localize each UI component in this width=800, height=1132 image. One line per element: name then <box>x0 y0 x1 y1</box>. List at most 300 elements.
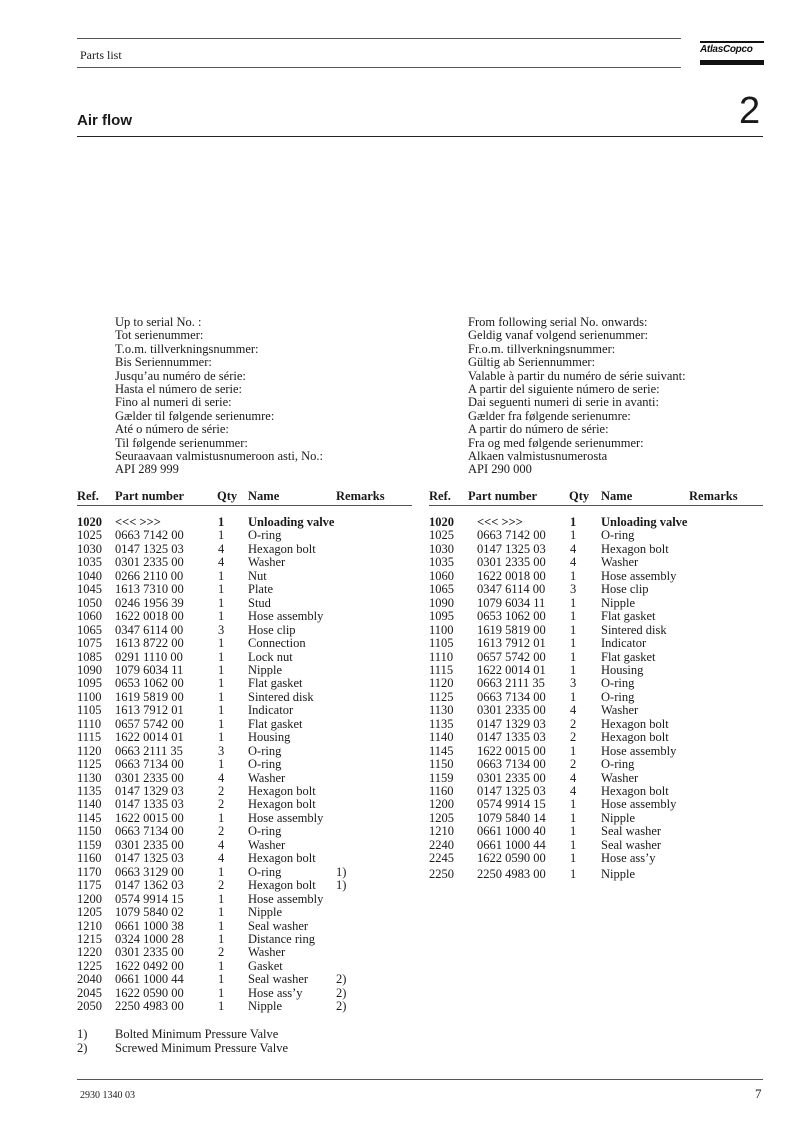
cell-qty: 2 <box>218 797 225 812</box>
footnote-mark: 1) <box>77 1027 88 1041</box>
cell-part-number: 0663 3129 00 <box>115 864 184 879</box>
table-row <box>429 868 763 881</box>
table-row <box>77 893 412 906</box>
cell-name: Hexagon bolt <box>601 784 669 798</box>
table-row <box>429 583 763 596</box>
cell-name: Hose ass’y <box>248 985 303 1000</box>
table-row <box>429 785 763 798</box>
cell-part-number: 0653 1062 00 <box>115 676 184 691</box>
cell-part-number: 0147 1329 03 <box>477 716 546 731</box>
cell-ref: 1205 <box>429 810 454 825</box>
table-row <box>429 718 763 731</box>
table-row <box>77 906 412 919</box>
cell-ref: 1050 <box>77 595 102 610</box>
footnote-text: Bolted Minimum Pressure Valve <box>115 1027 279 1041</box>
cell-part-number: 0324 1000 28 <box>115 931 184 946</box>
header-label: Parts list <box>80 48 122 62</box>
cell-ref: 1210 <box>77 918 102 933</box>
cell-name: Hose assembly <box>248 609 324 624</box>
doc-number: 2930 1340 03 <box>80 1090 135 1101</box>
serial-line: From following serial No. onwards: <box>468 315 648 329</box>
cell-name: Housing <box>601 662 644 677</box>
cell-qty: 1 <box>218 864 225 879</box>
cell-name: Stud <box>248 595 271 610</box>
cell-qty: 1 <box>218 891 225 906</box>
table-row <box>77 933 412 946</box>
footnote-mark: 2) <box>77 1041 88 1055</box>
cell-part-number: 0147 1335 03 <box>115 797 184 812</box>
serial-line: Up to serial No. : <box>115 315 202 329</box>
serial-line: T.o.m. tillverkningsnummer: <box>115 341 259 356</box>
cell-part-number: 1622 0590 00 <box>115 985 184 1000</box>
logo-top-bar <box>700 41 764 43</box>
cell-ref: 1105 <box>77 703 102 718</box>
cell-name: Flat gasket <box>601 609 656 624</box>
table-row <box>77 731 412 744</box>
cell-part-number: 0347 6114 00 <box>477 582 546 597</box>
cell-ref: 1120 <box>77 743 102 758</box>
cell-qty: 1 <box>570 515 577 529</box>
cell-qty: 3 <box>218 622 225 637</box>
cell-qty: 4 <box>570 784 577 798</box>
table-row <box>429 745 763 758</box>
cell-ref: 1100 <box>429 622 454 637</box>
section-rule <box>77 136 763 137</box>
table-row <box>77 772 412 785</box>
cell-qty: 2 <box>570 716 577 731</box>
cell-part-number: 2250 4983 00 <box>115 999 184 1014</box>
cell-name: Washer <box>248 770 286 785</box>
serial-line: API 290 000 <box>468 462 532 477</box>
cell-ref: 1160 <box>429 784 454 798</box>
cell-name: Sintered disk <box>248 689 314 704</box>
cell-qty: 1 <box>218 703 225 718</box>
cell-qty: 1 <box>570 662 577 677</box>
cell-ref: 1225 <box>77 958 102 973</box>
table-row <box>429 624 763 637</box>
serial-line: Até o número de série: <box>115 422 229 437</box>
page-number: 7 <box>755 1086 762 1101</box>
cell-qty: 1 <box>570 810 577 825</box>
cell-part-number: 1619 5819 00 <box>115 689 184 704</box>
table-row <box>429 651 763 664</box>
parts-table-left <box>77 489 412 1029</box>
cell-name: Hose assembly <box>248 810 324 825</box>
cell-qty: 1 <box>218 582 225 597</box>
col-header-qty: Qty <box>217 489 238 503</box>
cell-name: Seal washer <box>248 972 309 987</box>
cell-qty: 1 <box>570 743 577 758</box>
cell-qty: 2 <box>570 730 577 745</box>
cell-part-number: 0663 7142 00 <box>115 528 184 543</box>
cell-ref: 1135 <box>429 716 454 731</box>
table-row <box>77 1000 412 1013</box>
cell-name: Hose assembly <box>248 891 324 906</box>
table-row <box>429 664 763 677</box>
cell-name: O-ring <box>248 864 282 879</box>
table-row <box>77 516 412 529</box>
serial-line: Gælder til følgende serienumre: <box>115 408 275 423</box>
cell-name: Washer <box>248 837 286 852</box>
cell-name: O-ring <box>248 528 282 543</box>
parts-table-right <box>429 489 763 889</box>
cell-remarks: 2) <box>336 972 347 987</box>
cell-qty: 1 <box>218 730 225 745</box>
serial-line: Fr.o.m. tillverkningsnummer: <box>468 341 616 356</box>
cell-ref: 1130 <box>77 770 102 785</box>
table-row <box>77 987 412 1000</box>
cell-ref: 1030 <box>77 541 102 556</box>
table-row <box>429 839 763 852</box>
table-row <box>77 785 412 798</box>
cell-name: Unloading valve <box>601 515 688 529</box>
serial-line: Hasta el número de serie: <box>115 382 243 397</box>
table-row <box>77 597 412 610</box>
cell-part-number: 0246 1956 39 <box>115 595 184 610</box>
cell-qty: 4 <box>570 770 577 785</box>
footer-rule <box>77 1079 763 1080</box>
cell-name: Nipple <box>601 866 636 881</box>
cell-qty: 1 <box>570 689 577 704</box>
cell-part-number: 1079 6034 11 <box>115 662 184 677</box>
table-row <box>429 704 763 717</box>
cell-qty: 3 <box>570 582 577 597</box>
cell-part-number: 1613 7310 00 <box>115 582 184 597</box>
cell-ref: 1205 <box>77 905 102 920</box>
brand-logo-text: AtlasCopco <box>700 44 753 55</box>
col-header-qty: Qty <box>569 489 590 503</box>
cell-remarks: 2) <box>336 999 347 1014</box>
cell-name: Nipple <box>248 999 283 1014</box>
cell-part-number: 1079 5840 02 <box>115 905 184 920</box>
serial-line: Bis Seriennummer: <box>115 355 212 370</box>
cell-part-number: 1622 0015 00 <box>477 743 546 758</box>
cell-name: Nipple <box>248 662 283 677</box>
cell-ref: 1159 <box>77 837 102 852</box>
cell-qty: 4 <box>218 541 225 556</box>
cell-part-number: 0663 7134 00 <box>477 757 546 772</box>
serial-line: Geldig vanaf volgend serienummer: <box>468 328 649 343</box>
cell-name: Hose clip <box>601 582 649 597</box>
cell-name: Hexagon bolt <box>248 541 316 556</box>
cell-name: Connection <box>248 636 306 651</box>
cell-remarks: 1) <box>336 878 347 893</box>
serial-line: Valable à partir du numéro de série suivant: <box>468 368 686 383</box>
col-header-remarks: Remarks <box>336 489 385 503</box>
cell-part-number: 0663 2111 35 <box>115 743 183 758</box>
cell-part-number: 0147 1325 03 <box>477 784 546 798</box>
cell-part-number: 0301 2335 00 <box>115 837 184 852</box>
cell-part-number: 1613 8722 00 <box>115 636 184 651</box>
table-row <box>77 651 412 664</box>
cell-part-number: <<< >>> <box>477 515 523 529</box>
table-row <box>77 543 412 556</box>
cell-part-number: 0347 6114 00 <box>115 622 184 637</box>
cell-part-number: 0301 2335 00 <box>477 555 546 570</box>
cell-ref: 2045 <box>77 985 102 1000</box>
cell-ref: 2050 <box>77 999 102 1014</box>
table-row <box>77 556 412 569</box>
cell-part-number: 0301 2335 00 <box>477 770 546 785</box>
cell-ref: 1025 <box>77 528 102 543</box>
cell-part-number: 1079 5840 14 <box>477 810 546 825</box>
cell-ref: 1220 <box>77 945 102 960</box>
cell-qty: 4 <box>570 555 577 570</box>
cell-part-number: 1622 0018 00 <box>115 609 184 624</box>
cell-name: Hexagon bolt <box>601 730 669 745</box>
cell-qty: 4 <box>570 703 577 718</box>
cell-qty: 4 <box>218 837 225 852</box>
table-row <box>77 529 412 542</box>
cell-ref: 1200 <box>429 797 454 812</box>
cell-qty: 2 <box>218 784 225 798</box>
cell-name: Flat gasket <box>601 649 656 664</box>
table-row <box>77 610 412 623</box>
table-row <box>429 516 763 529</box>
cell-ref: 1120 <box>429 676 454 691</box>
cell-ref: 1095 <box>429 609 454 624</box>
cell-name: Washer <box>601 555 639 570</box>
table-row <box>429 825 763 838</box>
cell-qty: 1 <box>218 662 225 677</box>
cell-qty: 3 <box>570 676 577 691</box>
cell-part-number: 1622 0015 00 <box>115 810 184 825</box>
cell-name: O-ring <box>601 689 635 704</box>
cell-qty: 1 <box>218 595 225 610</box>
table-row <box>77 973 412 986</box>
table-row <box>429 758 763 771</box>
cell-ref: 1115 <box>429 662 454 677</box>
cell-name: Hose clip <box>248 622 296 637</box>
cell-ref: 1045 <box>77 582 102 597</box>
table-row <box>77 677 412 690</box>
cell-name: Washer <box>601 703 639 718</box>
cell-ref: 1170 <box>77 864 102 879</box>
cell-qty: 2 <box>218 945 225 960</box>
cell-ref: 1030 <box>429 541 454 556</box>
cell-part-number: 0663 7134 00 <box>115 824 184 839</box>
cell-qty: 1 <box>218 905 225 920</box>
cell-qty: 1 <box>218 999 225 1014</box>
cell-name: Nipple <box>601 810 636 825</box>
header-top-rule <box>77 38 681 39</box>
cell-qty: 1 <box>570 528 577 543</box>
cell-part-number: 0657 5742 00 <box>477 649 546 664</box>
cell-ref: 1130 <box>429 703 454 718</box>
cell-ref: 1105 <box>429 636 454 651</box>
table-row <box>429 852 763 865</box>
cell-ref: 1100 <box>77 689 102 704</box>
serial-line: Tot serienummer: <box>115 328 204 343</box>
cell-part-number: 0147 1335 03 <box>477 730 546 745</box>
cell-ref: 2245 <box>429 851 454 866</box>
cell-part-number: 0301 2335 00 <box>477 703 546 718</box>
cell-ref: 1110 <box>429 649 454 664</box>
cell-qty: 1 <box>570 568 577 583</box>
cell-part-number: 0653 1062 00 <box>477 609 546 624</box>
cell-qty: 1 <box>218 985 225 1000</box>
logo-bottom-bar <box>700 60 764 65</box>
cell-part-number: 1613 7912 01 <box>477 636 546 651</box>
cell-qty: 1 <box>218 918 225 933</box>
cell-qty: 1 <box>218 716 225 731</box>
cell-part-number: 0661 1000 40 <box>477 824 546 839</box>
table-row <box>77 920 412 933</box>
cell-ref: 1145 <box>429 743 454 758</box>
cell-part-number: 0301 2335 00 <box>115 770 184 785</box>
table-row <box>429 543 763 556</box>
cell-qty: 1 <box>218 810 225 825</box>
table-row <box>77 946 412 959</box>
table-row <box>77 758 412 771</box>
cell-ref: 1160 <box>77 851 102 866</box>
table-row <box>77 825 412 838</box>
cell-ref: 1210 <box>429 824 454 839</box>
cell-ref: 1090 <box>429 595 454 610</box>
cell-name: Gasket <box>248 958 283 973</box>
cell-qty: 1 <box>218 568 225 583</box>
cell-qty: 1 <box>218 609 225 624</box>
cell-ref: 1175 <box>77 878 102 893</box>
table-row <box>77 637 412 650</box>
cell-name: Washer <box>248 945 286 960</box>
table-row <box>77 798 412 811</box>
cell-name: Housing <box>248 730 291 745</box>
cell-qty: 4 <box>218 555 225 570</box>
cell-qty: 1 <box>218 676 225 691</box>
cell-part-number: 0663 7142 00 <box>477 528 546 543</box>
table-row <box>429 597 763 610</box>
serial-line: Seuraavaan valmistusnumeroon asti, No.: <box>115 449 323 464</box>
cell-qty: 2 <box>218 824 225 839</box>
serial-line: Fra og med følgende serienummer: <box>468 435 644 450</box>
cell-name: Hexagon bolt <box>248 878 316 893</box>
cell-qty: 1 <box>218 757 225 772</box>
cell-ref: 1040 <box>77 568 102 583</box>
serial-line: Dai seguenti numeri di serie in avanti: <box>468 395 659 410</box>
table-row <box>77 839 412 852</box>
cell-part-number: 0574 9914 15 <box>115 891 184 906</box>
cell-ref: 1145 <box>77 810 102 825</box>
cell-part-number: 0663 2111 35 <box>477 676 545 691</box>
cell-part-number: 1622 0018 00 <box>477 568 546 583</box>
table-row <box>77 879 412 892</box>
table-row <box>429 798 763 811</box>
cell-qty: 2 <box>570 757 577 772</box>
cell-name: Nipple <box>248 905 283 920</box>
cell-part-number: 1622 0492 00 <box>115 958 184 973</box>
col-header-part: Part number <box>115 489 185 503</box>
table-row <box>77 812 412 825</box>
cell-qty: 1 <box>570 595 577 610</box>
cell-name: Lock nut <box>248 649 293 664</box>
serial-line: Alkaen valmistusnumerosta <box>468 449 608 464</box>
cell-ref: 1075 <box>77 636 102 651</box>
cell-ref: 1140 <box>77 797 102 812</box>
cell-ref: 2040 <box>77 972 102 987</box>
cell-name: Seal washer <box>248 918 309 933</box>
cell-part-number: 0661 1000 38 <box>115 918 184 933</box>
serial-line: A partir do número de série: <box>468 422 609 437</box>
cell-ref: 1025 <box>429 528 454 543</box>
cell-part-number: 0301 2335 00 <box>115 945 184 960</box>
table-row <box>77 664 412 677</box>
cell-name: O-ring <box>601 676 635 691</box>
cell-ref: 1035 <box>429 555 454 570</box>
cell-name: O-ring <box>248 757 282 772</box>
cell-part-number: 0266 2110 00 <box>115 568 184 583</box>
serial-line: Jusqu’au numéro de série: <box>115 368 246 383</box>
cell-part-number: 0661 1000 44 <box>115 972 184 987</box>
cell-part-number: 0147 1362 03 <box>115 878 184 893</box>
cell-name: Hexagon bolt <box>248 797 316 812</box>
serial-line: Gültig ab Seriennummer: <box>468 355 596 370</box>
table-row <box>77 570 412 583</box>
cell-qty: 1 <box>570 837 577 852</box>
table-row <box>429 772 763 785</box>
cell-ref: 2250 <box>429 866 454 881</box>
col-header-ref: Ref. <box>77 489 99 503</box>
cell-ref: 1110 <box>77 716 102 731</box>
cell-name: Nipple <box>601 595 636 610</box>
cell-name: Unloading valve <box>248 515 335 529</box>
cell-qty: 1 <box>570 649 577 664</box>
cell-part-number: 1622 0590 00 <box>477 851 546 866</box>
cell-ref: 1125 <box>429 689 454 704</box>
cell-name: Hose assembly <box>601 797 677 812</box>
cell-qty: 1 <box>218 931 225 946</box>
cell-qty: 1 <box>218 515 225 529</box>
cell-name: Indicator <box>248 703 294 718</box>
col-header-part: Part number <box>468 489 538 503</box>
cell-ref: 1035 <box>77 555 102 570</box>
serial-range-right <box>468 316 686 477</box>
cell-part-number: <<< >>> <box>115 515 161 529</box>
cell-ref: 1140 <box>429 730 454 745</box>
table-row <box>429 570 763 583</box>
table-row <box>77 745 412 758</box>
cell-name: Hose assembly <box>601 743 677 758</box>
cell-qty: 1 <box>570 636 577 651</box>
cell-qty: 4 <box>218 851 225 866</box>
cell-name: O-ring <box>248 824 282 839</box>
cell-qty: 1 <box>570 609 577 624</box>
table-row <box>77 624 412 637</box>
col-header-name: Name <box>601 489 633 503</box>
section-number: 2 <box>739 90 761 132</box>
cell-qty: 2 <box>218 878 225 893</box>
cell-part-number: 0291 1110 00 <box>115 649 183 664</box>
brand-logo <box>700 41 764 67</box>
cell-ref: 2240 <box>429 837 454 852</box>
cell-part-number: 1613 7912 01 <box>115 703 184 718</box>
cell-name: Hexagon bolt <box>601 541 669 556</box>
table-header-rule <box>429 505 763 506</box>
cell-qty: 1 <box>218 958 225 973</box>
table-row <box>77 704 412 717</box>
cell-qty: 1 <box>570 866 577 881</box>
cell-part-number: 0657 5742 00 <box>115 716 184 731</box>
cell-ref: 1125 <box>77 757 102 772</box>
cell-ref: 1150 <box>429 757 454 772</box>
table-row <box>429 731 763 744</box>
cell-ref: 1020 <box>429 515 454 529</box>
cell-name: Washer <box>601 770 639 785</box>
col-header-ref: Ref. <box>429 489 451 503</box>
cell-qty: 1 <box>570 824 577 839</box>
cell-name: Flat gasket <box>248 676 303 691</box>
cell-ref: 1115 <box>77 730 102 745</box>
